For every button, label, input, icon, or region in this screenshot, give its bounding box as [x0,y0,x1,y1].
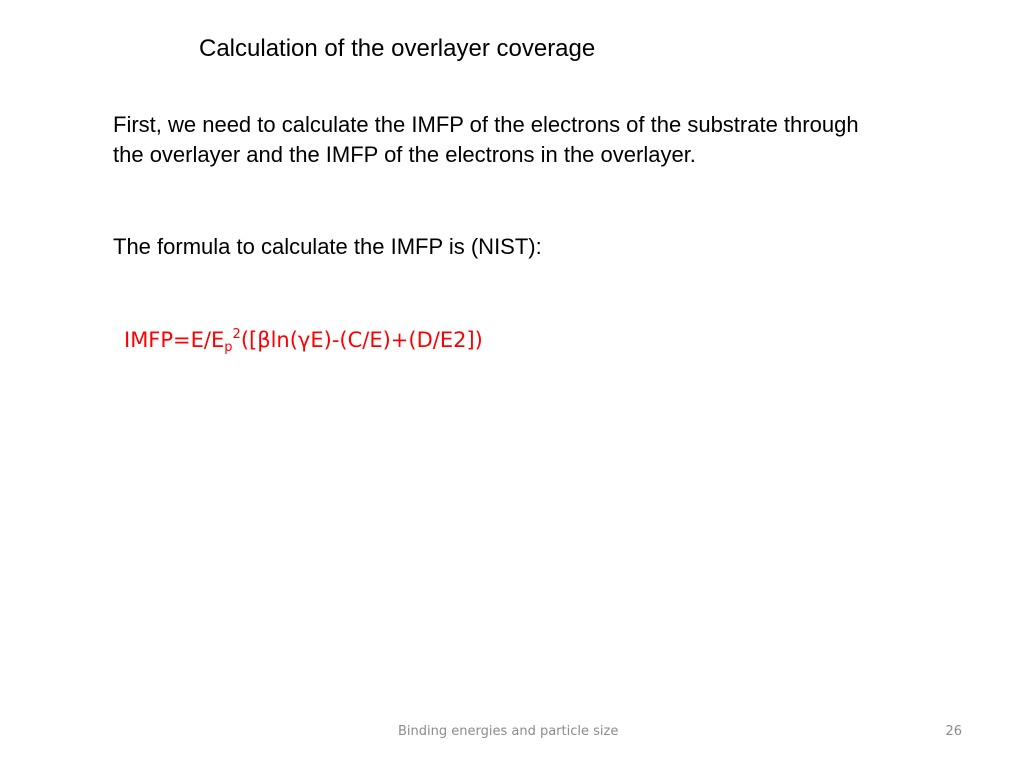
formula-subscript: p [224,340,233,355]
slide-title: Calculation of the overlayer coverage [199,35,596,62]
paragraph-imfp-intro: First, we need to calculate the IMFP of the electrons of the substrate through the overlayer and the IMFP of the electrons in the overlayer. [113,112,859,167]
paragraph-formula-intro: The formula to calculate the IMFP is (NIST): [113,234,542,259]
formula-tail-text: ([βln(γE)-(C/E)+(D/E2]) [240,328,483,352]
formula-main-text: IMFP=E/E [124,328,225,352]
formula-superscript: 2 [232,327,241,342]
imfp-formula [124,325,483,355]
page-number: 26 [945,724,962,739]
footer-text: Binding energies and particle size [398,724,619,739]
